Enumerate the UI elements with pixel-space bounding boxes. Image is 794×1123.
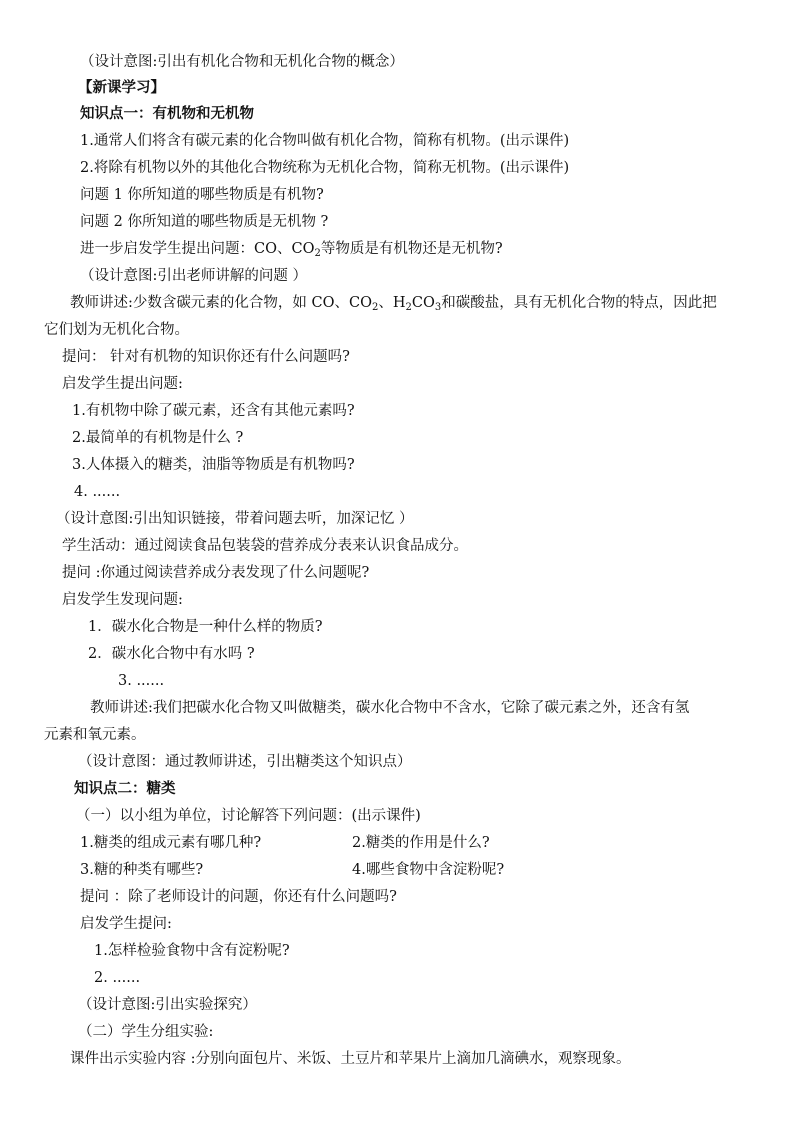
group-discussion: （一）以小组为单位，讨论解答下列问题：(出示课件) [76,808,421,824]
list-item: 2．碳水化合物中有水吗 ? [88,646,255,662]
paragraph-inorganic-definition: 2.将除有机物以外的其他化合物统称为无机化合物，简称无机物。(出示课件) [80,160,570,176]
question-2: 问题 2 你所知道的哪些物质是无机物 ? [80,214,329,230]
design-intent-3: （设计意图:引出知识链接，带着问题去听，加深记忆 ） [56,511,414,527]
design-intent-1: （设计意图:引出有机化合物和无机化合物的概念） [80,54,404,70]
ask-prompt-2: 提问 :你通过阅读营养成分表发现了什么问题呢? [62,565,370,581]
inspire-students-1: 启发学生提出问题: [62,376,183,392]
group-experiment-heading: （二）学生分组实验: [78,1024,214,1040]
list-item: 3. ...... [118,673,165,689]
list-item: 3.糖的种类有哪些? [80,862,204,878]
list-item: 3.人体摄入的糖类，油脂等物质是有机物吗? [72,457,355,473]
list-item: 1.怎样检验食物中含有淀粉呢? [94,943,290,959]
paragraph-organic-definition: 1.通常人们将含有碳元素的化合物叫做有机化合物，简称有机物。(出示课件) [80,133,570,149]
list-item: 1.糖类的组成元素有哪几种? [80,835,262,851]
list-item: 4.哪些食物中含淀粉呢? [352,862,505,878]
list-item: 2.糖类的作用是什么? [352,835,490,851]
question-1: 问题 1 你所知道的哪些物质是有机物? [80,187,324,203]
design-intent-5: （设计意图:引出实验探究） [78,997,257,1013]
list-item: 2.最简单的有机物是什么 ? [72,430,244,446]
knowledge-point-1-heading: 知识点一：有机物和无机物 [80,105,254,122]
list-item: 4. ...... [74,484,121,500]
list-item: 1．碳水化合物是一种什么样的物质? [88,619,323,635]
experiment-content: 课件出示实验内容 :分别向面包片、米饭、土豆片和苹果片上滴加几滴碘水，观察现象。 [70,1051,631,1067]
list-item: 2. ...... [94,970,141,986]
section-heading-new-lesson: 【新课学习】 [78,79,165,96]
list-item: 1.有机物中除了碳元素，还含有其他元素吗? [72,403,355,419]
inspire-students-3: 启发学生提问: [80,916,172,932]
design-intent-4: （设计意图：通过教师讲述，引出糖类这个知识点） [78,754,412,770]
ask-prompt-1: 提问： 针对有机物的知识你还有什么问题吗? [62,349,350,365]
teacher-explanation-1: 教师讲述:少数含碳元素的化合物，如 CO、$CO_2$、$H_2CO_3$和碳酸盐，具有无机化合物的特点，因此把 [70,295,717,313]
teacher-explanation-1-cont: 它们划为无机化合物。 [44,322,189,338]
further-question: 进一步启发学生提出问题：CO、$CO_2$等物质是有机物还是无机物? [80,241,503,259]
knowledge-point-2-heading: 知识点二：糖类 [74,780,176,797]
inspire-students-2: 启发学生发现问题: [62,592,183,608]
ask-prompt-3: 提问 ：除了老师设计的问题，你还有什么问题吗? [80,889,397,905]
teacher-explanation-2-cont: 元素和氧元素。 [44,727,146,743]
design-intent-2: （设计意图:引出老师讲解的问题 ） [80,268,307,284]
student-activity: 学生活动：通过阅读食品包装袋的营养成分表来认识食品成分。 [62,538,468,554]
teacher-explanation-2: 教师讲述:我们把碳水化合物又叫做糖类，碳水化合物中不含水，它除了碳元素之外，还含有氢 [90,700,690,716]
